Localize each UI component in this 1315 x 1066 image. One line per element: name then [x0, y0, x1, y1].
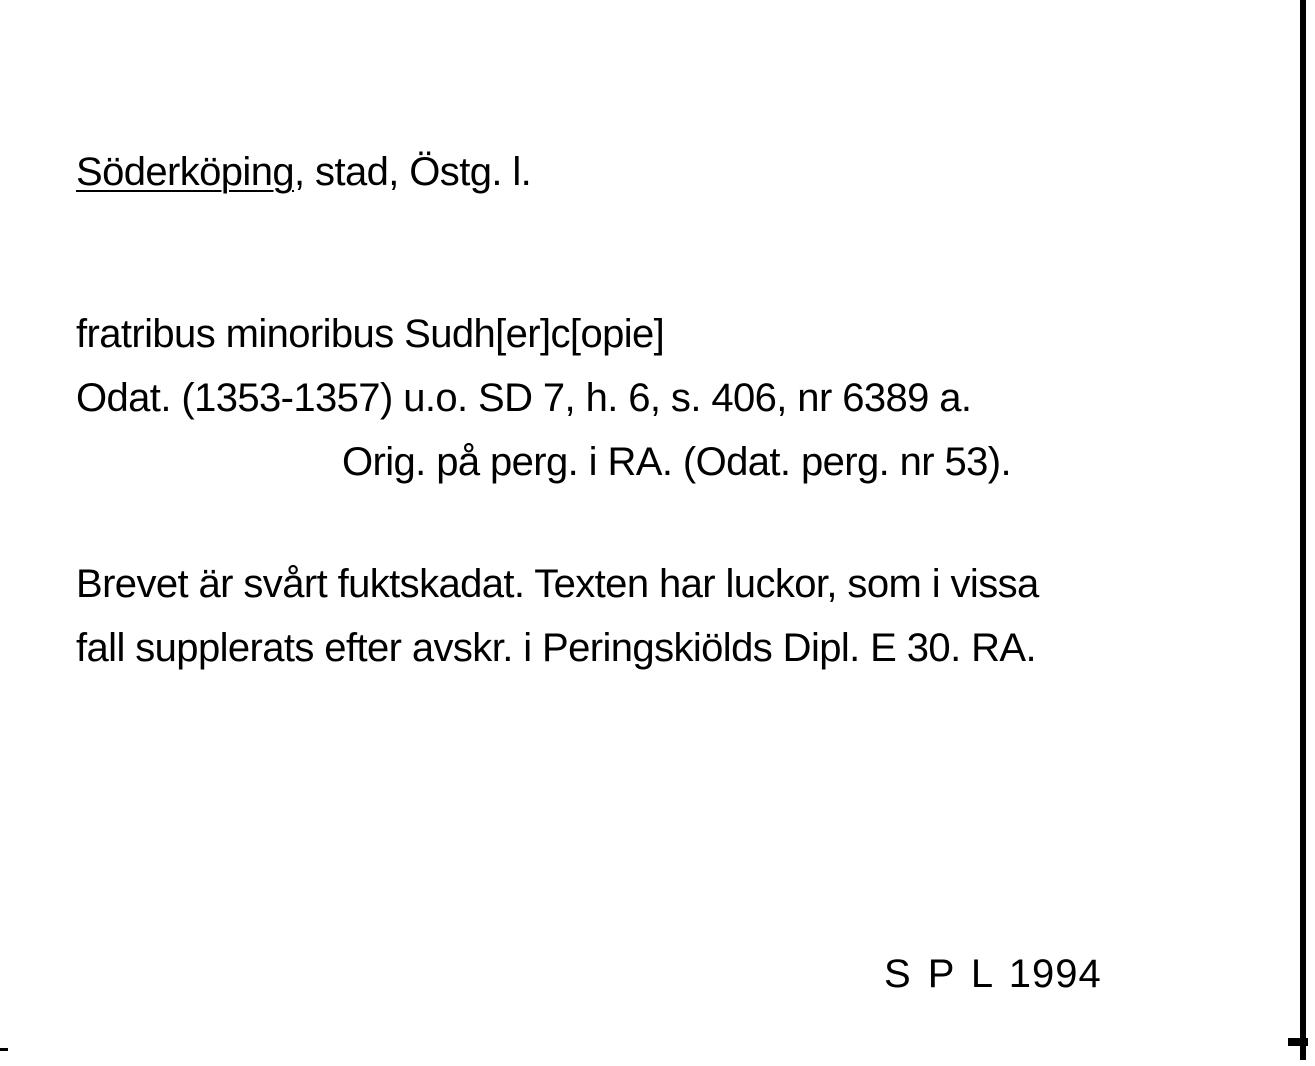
signature: S P L 1994	[884, 952, 1102, 996]
card-left-tick	[0, 1048, 8, 1051]
original-reference: Orig. på perg. i RA. (Odat. perg. nr 53).	[342, 440, 1012, 484]
card-corner-mark	[1288, 1038, 1308, 1046]
note-line-2: fall supplerats efter avskr. i Peringskiölds Dipl. E 30. RA.	[76, 626, 1036, 670]
card-right-edge	[1300, 0, 1306, 1060]
place-description: , stad, Östg. l.	[294, 150, 532, 194]
place-name: Söderköping	[76, 150, 295, 194]
latin-form: fratribus minoribus Sudh[er]c[opie]	[76, 312, 665, 356]
card-heading	[76, 148, 531, 196]
note-line-1: Brevet är svårt fuktskadat. Texten har luckor, som i vissa	[76, 562, 1039, 606]
source-reference: Odat. (1353-1357) u.o. SD 7, h. 6, s. 406, nr 6389 a.	[76, 376, 972, 420]
